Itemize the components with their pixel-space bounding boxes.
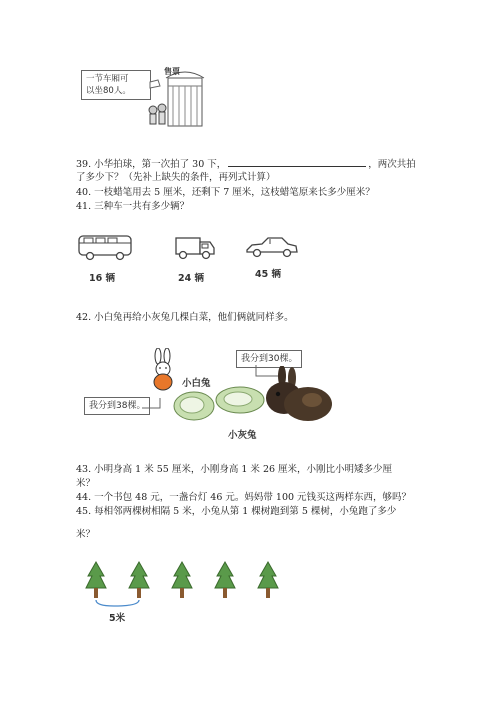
bus-icon	[76, 232, 136, 262]
booth-drawing	[76, 60, 206, 130]
white-rabbit-speech: 我分到30棵。	[236, 350, 302, 368]
tree-icon	[129, 562, 149, 598]
question-42: 42. 小白兔再给小灰兔几棵白菜，他们俩就同样多。	[76, 312, 294, 323]
truck-count: 24 辆	[178, 273, 205, 284]
speech-pointer-2	[140, 396, 170, 410]
tree-icon	[215, 562, 235, 598]
car-count: 45 辆	[255, 269, 282, 280]
white-rabbit-label: 小白兔	[182, 378, 211, 389]
bubble-line-2: 以坐80人。	[86, 86, 131, 96]
question-44: 44. 一个书包 48 元，一盏台灯 46 元。妈妈带 100 元钱买这两样东西，够吗？	[76, 492, 412, 503]
ticket-booth-figure	[76, 60, 206, 130]
q39-part2: ，两次共拍	[368, 159, 416, 170]
question-45-line2: 米？	[76, 529, 96, 540]
answer-blank[interactable]	[228, 157, 366, 167]
question-41: 41. 三种车一共有多少辆？	[76, 201, 190, 212]
gray-rabbit-icon	[258, 366, 336, 424]
gray-rabbit-speech: 我分到38棵。	[84, 397, 150, 415]
distance-label: 5米	[109, 613, 126, 624]
tree-icon	[172, 562, 192, 598]
car-icon	[244, 234, 300, 260]
question-45-line1: 45. 每相邻两棵树相隔 5 米，小兔从第 1 棵树跑到第 5 棵树，小兔跑了多少	[76, 506, 397, 517]
q39-part1: 39. 小华拍球，第一次拍了 30 下，	[76, 159, 227, 170]
tree-icon	[258, 562, 278, 598]
booth-sign: 售票	[164, 67, 180, 76]
q39-line2: 了多少下？（先补上缺失的条件，再列式计算）	[76, 172, 276, 183]
question-43-line2: 米？	[76, 478, 96, 489]
bus-count: 16 辆	[89, 273, 116, 284]
question-43-line1: 43. 小明身高 1 米 55 厘米，小刚身高 1 米 26 厘米，小刚比小明矮多少厘	[76, 464, 393, 475]
truck-icon	[174, 232, 218, 262]
tree-icon	[86, 562, 106, 598]
cabbage-icons	[172, 384, 270, 424]
distance-brace	[96, 600, 139, 606]
bubble-line-1: 一节车厢可	[86, 74, 129, 84]
question-39	[76, 157, 416, 171]
question-40: 40. 一枝蜡笔用去 5 厘米，还剩下 7 厘米，这枝蜡笔原来长多少厘米？	[76, 187, 375, 198]
gray-rabbit-label: 小灰兔	[228, 430, 257, 441]
